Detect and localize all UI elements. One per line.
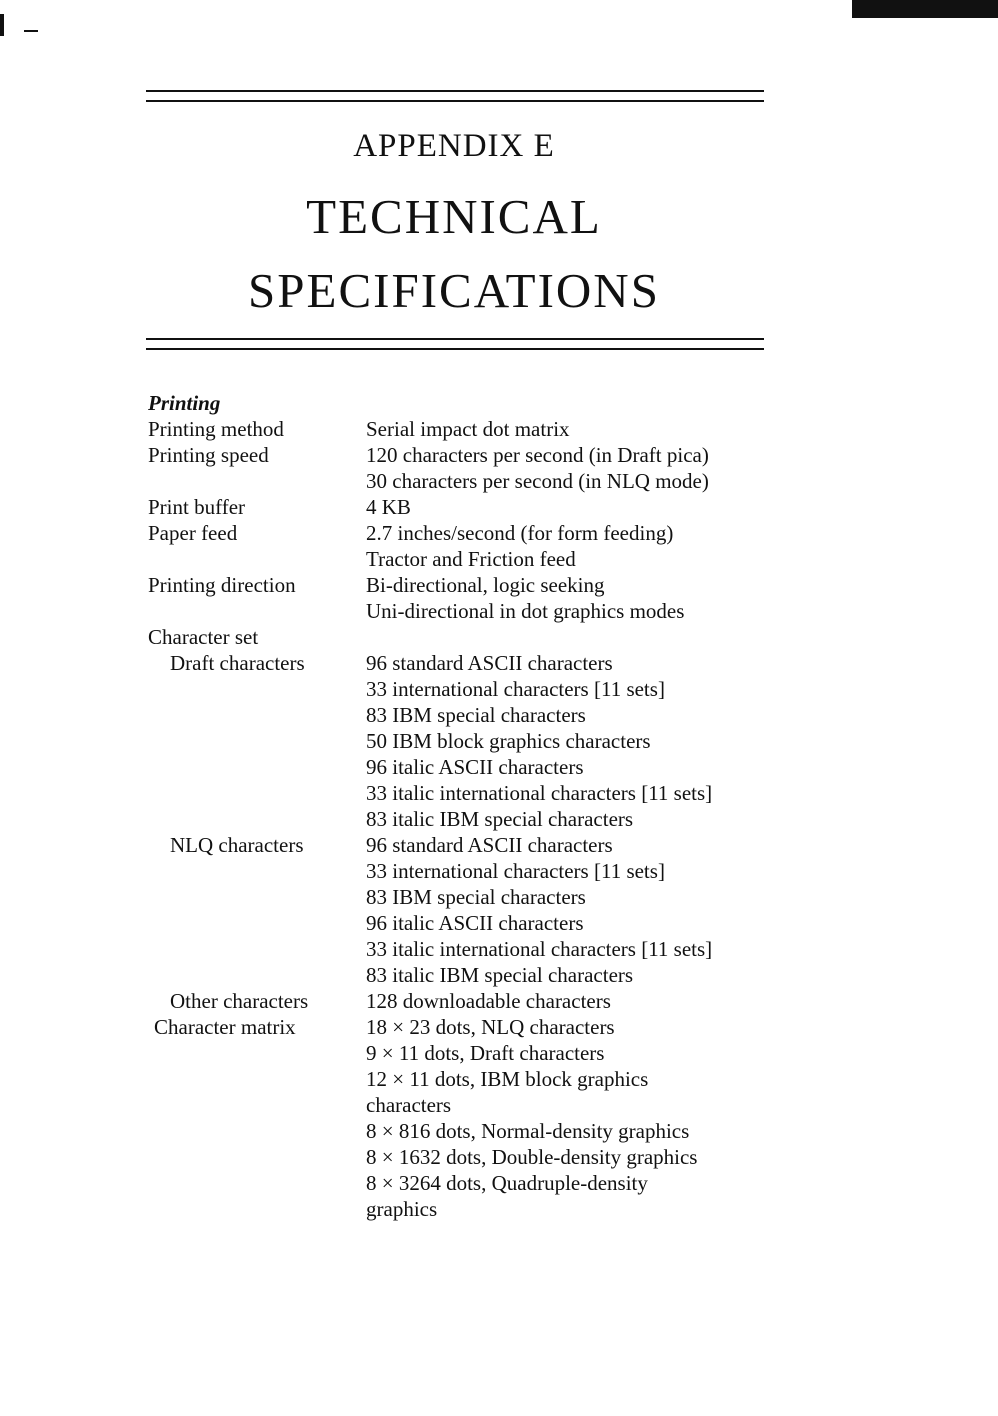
spec-row-printing-method bbox=[148, 416, 848, 442]
spec-value: 8 × 1632 dots, Double-density graphics bbox=[366, 1145, 698, 1169]
appendix-label: APPENDIX E bbox=[353, 128, 555, 164]
spec-value: 96 standard ASCII characters bbox=[366, 833, 613, 857]
spec-value: 8 × 3264 dots, Quadruple-density bbox=[366, 1171, 648, 1195]
spec-value: Serial impact dot matrix bbox=[366, 417, 570, 441]
spec-row-printing-direction bbox=[148, 572, 848, 624]
spec-row-print-buffer bbox=[148, 494, 848, 520]
spec-label: Character set bbox=[148, 625, 259, 649]
spec-row-draft-characters bbox=[148, 650, 848, 832]
spec-value: 83 IBM special characters bbox=[366, 703, 586, 727]
spec-value: 12 × 11 dots, IBM block graphics bbox=[366, 1067, 649, 1091]
spec-value: characters bbox=[366, 1093, 452, 1117]
spec-value: 33 italic international characters [11 sets] bbox=[366, 781, 713, 805]
spec-row-other-characters bbox=[148, 988, 848, 1014]
spec-value: 83 italic IBM special characters bbox=[366, 963, 634, 987]
header-rule-bottom bbox=[146, 336, 764, 356]
spec-value: Tractor and Friction feed bbox=[366, 547, 576, 571]
spec-value: Bi-directional, logic seeking bbox=[366, 573, 605, 597]
section-heading: Printing bbox=[148, 391, 221, 415]
spec-values bbox=[366, 572, 848, 624]
spec-value: 128 downloadable characters bbox=[366, 989, 611, 1013]
spec-label: NLQ characters bbox=[170, 833, 304, 857]
page-title-line-1: TECHNICAL bbox=[306, 189, 602, 244]
spec-value: 120 characters per second (in Draft pica) bbox=[366, 443, 709, 467]
spec-value: 4 KB bbox=[366, 495, 411, 519]
spec-row-nlq-characters bbox=[148, 832, 848, 988]
spec-row-character-matrix bbox=[148, 1014, 848, 1222]
spec-label: Character matrix bbox=[154, 1015, 296, 1039]
spec-values bbox=[366, 442, 848, 494]
spec-value: 8 × 816 dots, Normal-density graphics bbox=[366, 1119, 690, 1143]
spec-values bbox=[366, 650, 848, 832]
spec-values bbox=[366, 832, 848, 988]
header-rule-top bbox=[146, 88, 764, 108]
spec-value: 30 characters per second (in NLQ mode) bbox=[366, 469, 709, 493]
spec-value: graphics bbox=[366, 1197, 438, 1221]
scan-mark bbox=[0, 14, 4, 36]
spec-value: 96 standard ASCII characters bbox=[366, 651, 613, 675]
spec-value: 83 italic IBM special characters bbox=[366, 807, 634, 831]
spec-row-character-set bbox=[148, 624, 848, 650]
spec-value: 33 international characters [11 sets] bbox=[366, 859, 665, 883]
spec-label: Printing speed bbox=[148, 443, 269, 467]
spec-values bbox=[366, 1014, 848, 1222]
spec-values bbox=[366, 494, 848, 520]
spec-values bbox=[366, 624, 848, 650]
scan-mark bbox=[852, 0, 998, 18]
spec-label: Print buffer bbox=[148, 495, 246, 519]
spec-label: Other characters bbox=[170, 989, 309, 1013]
scan-mark bbox=[24, 30, 38, 32]
spec-value: Uni-directional in dot graphics modes bbox=[366, 599, 685, 623]
spec-values bbox=[366, 416, 848, 442]
spec-label: Paper feed bbox=[148, 521, 238, 545]
spec-label: Printing direction bbox=[148, 573, 296, 597]
spec-values bbox=[366, 988, 848, 1014]
spec-row-paper-feed bbox=[148, 520, 848, 572]
page-title-line-2: SPECIFICATIONS bbox=[248, 263, 660, 318]
spec-value: 33 international characters [11 sets] bbox=[366, 677, 665, 701]
spec-label: Printing method bbox=[148, 417, 284, 441]
spec-values bbox=[366, 520, 848, 572]
spec-value: 50 IBM block graphics characters bbox=[366, 729, 651, 753]
spec-value: 18 × 23 dots, NLQ characters bbox=[366, 1015, 615, 1039]
spec-row-printing-speed bbox=[148, 442, 848, 494]
spec-value: 9 × 11 dots, Draft characters bbox=[366, 1041, 605, 1065]
spec-value: 33 italic international characters [11 sets] bbox=[366, 937, 713, 961]
spec-table bbox=[148, 390, 848, 1222]
spec-value: 2.7 inches/second (for form feeding) bbox=[366, 521, 674, 545]
spec-label: Draft characters bbox=[170, 651, 305, 675]
spec-value: 96 italic ASCII characters bbox=[366, 911, 584, 935]
spec-value: 96 italic ASCII characters bbox=[366, 755, 584, 779]
spec-value: 83 IBM special characters bbox=[366, 885, 586, 909]
